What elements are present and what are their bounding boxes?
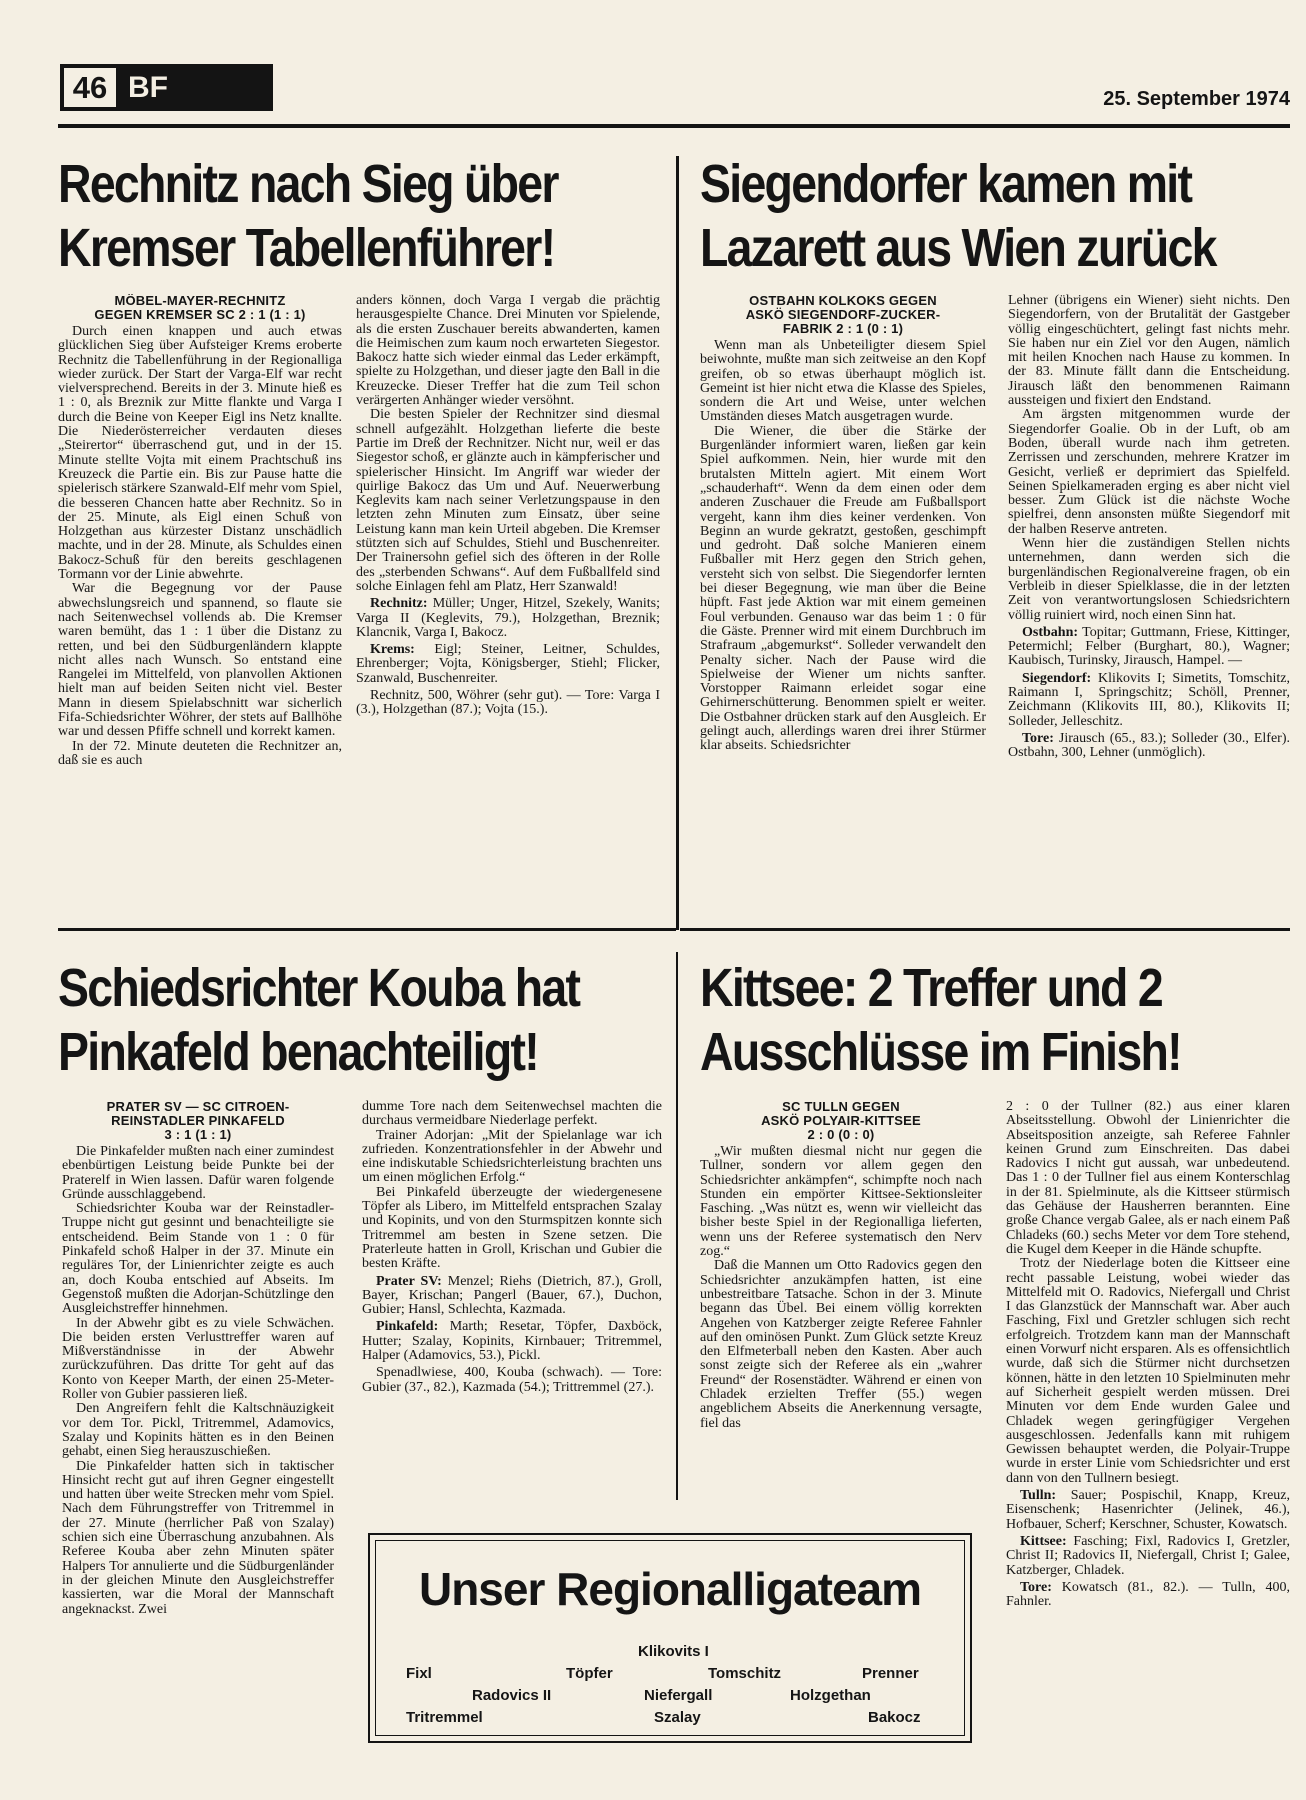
- paragraph: Daß die Mannen um Otto Radovics gegen den Schiedsrichter anzukämpfen hatten, ist eine unbestreitbare Tatsache. Schon in der 3. Minute begann das Übel. Bei einem völlig korrekten Angehen von Katzberger zeigte Referee Fahnler auf den ominösen Punkt. Zum Glück setzte Kreuz den Elfmeterball neben den Kasten. Aber auch sonst zeigte sich der Referee als ein „wahrer Freund“ der Rosenstädter. Während er einen von Chladek erzielten Treffer (55.) wegen angeblichem Abseits die Anerkennung versagte, fiel das: [700, 1258, 982, 1431]
- article-column-1: [700, 294, 986, 1060]
- match-line: SC TULLN GEGEN ASKÖ POLYAIR-KITTSEE 2 : 0 (0 : 0): [761, 1100, 921, 1142]
- headline-line-2: Kremser Tabellenführer!: [58, 218, 555, 278]
- team-box-title: Unser Regionalligateam: [418, 1563, 922, 1615]
- paragraph: In der 72. Minute deuteten die Rechnitzer an, daß sie es auch: [58, 738, 342, 768]
- player-name: Töpfer: [566, 1665, 613, 1682]
- player-name: Tomschitz: [708, 1665, 782, 1682]
- team-box-inner-frame: [375, 1540, 965, 1736]
- lineup: Ostbahn: Topitar; Guttmann, Friese, Kittinger, Petermichl; Felber (Burghart, 80.), Wagner; Kaubisch, Turinsky, Jirausch, Hampel. —: [1008, 624, 1290, 669]
- paragraph: Am ärgsten mitgenommen wurde der Siegendorfer Goalie. Ob in der Luft, ob am Boden, überall wurde nach ihm getreten. Zerrissen und zerschunden, mehrere Kratzer im Gesicht, verließ er deprimiert das Spielfeld. Seinen Spielkameraden erging es aber nicht viel besser. Zum Glück ist die nächste Woche spielfrei, denn ansonsten müßte Siegendorf mit der halben Reserve antreten.: [1008, 407, 1290, 537]
- match-facts: Tore: Kowatsch (81., 82.). — Tulln, 400, Fahnler.: [1006, 1579, 1290, 1610]
- article-column-2: [1006, 1100, 1290, 1766]
- player-name: Bakocz: [868, 1709, 921, 1726]
- column-divider-bottom: [676, 952, 678, 1500]
- paragraph: 2 : 0 der Tullner (82.) aus einer klaren Abseitsstellung. Obwohl der Linienrichter die Abseitsposition anzeigte, sah Referee Fahnler keinen Grund zum Einschreiten. Das dabei Radovics I nicht gut aussah, war unbedeutend. Das 1 : 0 der Tullner fiel aus einem Konterschlag in der 81. Spielminute, als die Kittseer stürmisch das Gehäuse der Hausherren berannten. Eine große Chance vergab Galee, als er nach einem Paß Chladeks (60.) sechs Meter vor dem Tore stehend, die Kugel dem Keeper in die Hände schupfte.: [1006, 1100, 1290, 1257]
- paragraph: Die Wiener, die über die Stärke der Burgenländer informiert waren, ließen gar kein Spiel aufkommen. Nein, hier wurde mit den brutalsten Mitteln agiert. Mit einem Wort „schauderhaft“. Wenn da dem einen oder dem anderen Zuschauer die Freude am Fußballsport vergeht, kann ihm dies keiner verdenken. Von Beginn an wurde gekratzt, gestoßen, geschimpft und gedroht. Daß solche Manieren einem Fußballer mit Herz gegen den Strich gehen, versteht sich von selbst. Die Siegendorfer lernten bei dieser Begegnung, wie man über die Beine hüpft. Fast jede Aktion war mit einem gemeinen Foul verbunden. Genauso war das beim 1 : 0 für die Gäste. Prenner wird mit einem Durchbruch im Strafraum „abgemurkst“. Solleder verwandelt den Penalty sicher. Nach der Pause wird die Spielweise der Wiener um nichts sanfter. Vorstopper Raimann erleidet sogar eine Gehirnerschütterung. Benommen spielt er weiter. Die Ostbahner drücken stark auf den Ausgleich. Er gelingt auch, allerdings waren drei ihrer Stürmer klar abseits. Schiedsrichter: [700, 423, 986, 754]
- paragraph: Bei Pinkafeld überzeugte der wiedergenesene Töpfer als Libero, im Mittelfeld entsprachen Szalay und Kopinits, und von den Sturmspitzen konnte sich Tritremmel am besten in Szene setzen. Die Praterleute hatten in Groll, Krischan und Gubier die besten Kräfte.: [362, 1184, 662, 1272]
- headline: [58, 956, 579, 1084]
- team-box: [368, 1533, 972, 1743]
- article-column-1: [62, 1100, 334, 1756]
- player-name: Radovics II: [472, 1687, 552, 1704]
- headline: [700, 956, 1181, 1084]
- headline-line-2: Lazarett aus Wien zurück: [700, 218, 1216, 278]
- match-line: OSTBAHN KOLKOKS GEGEN ASKÖ SIEGENDORF-ZUCKER- FABRIK 2 : 1 (0 : 1): [745, 294, 941, 336]
- article-rechnitz: [58, 152, 668, 922]
- headline-line-2: Pinkafeld benachteiligt!: [58, 1022, 538, 1082]
- paragraph: War die Begegnung vor der Pause abwechslungsreich und spannend, so flaute sie nach Seitenwechsel vollends ab. Die Kremser waren bemüht, das 1 : 1 über die Distanz zu retten, und bei den Südburgenländern klappte nicht alles nach Wunsch. So entstand eine Rangelei im Mittelfeld, von planvollen Aktionen hielt man auf beiden Seiten nicht viel. Bester Mann in diesem Spielabschnitt war sicherlich Fifa-Schiedsrichter Wöhrer, der stets auf Ballhöhe war und dessen Pfiffe schnell und korrekt kamen.: [58, 581, 342, 740]
- paragraph: Die Pinkafelder mußten nach einer zumindest ebenbürtigen Leistung beide Punkte bei der Praterelf in Wien lassen. Dafür waren folgende Gründe ausschlaggebend.: [62, 1144, 334, 1202]
- article-column-2: [356, 294, 660, 1060]
- lineup: Prater SV: Menzel; Riehs (Dietrich, 87.), Groll, Bayer, Krischan; Pangerl (Bauer, 67.), Duchon, Gubier; Hansl, Schlechta, Kazmada.: [362, 1273, 662, 1318]
- match-line: PRATER SV — SC CITROEN- REINSTADLER PINKAFELD 3 : 1 (1 : 1): [106, 1100, 290, 1142]
- paragraph: dumme Tore nach dem Seitenwechsel machten die durchaus vermeidbare Niederlage perfekt.: [362, 1100, 662, 1129]
- issue-date: 25. September 1974: [1103, 88, 1290, 110]
- section-label: BF: [128, 71, 168, 104]
- article-column-2: [1008, 294, 1290, 1060]
- article-column-1: [700, 1100, 982, 1460]
- article-column-2: [362, 1100, 662, 1470]
- match-facts: Rechnitz, 500, Wöhrer (sehr gut). — Tore: Varga I (3.), Holzgethan (87.); Vojta (15.).: [356, 688, 660, 718]
- lineup: Tulln: Sauer; Pospischil, Knapp, Kreuz, Eisenschenk; Hasenrichter (Jelinek, 46.), Hofbauer, Scherf; Kerschner, Schuster, Kowatsch.: [1006, 1488, 1290, 1532]
- paragraph: Den Angreifern fehlt die Kaltschnäuzigkeit vor dem Tor. Pickl, Tritremmel, Adamovics, Szalay und Kopinits hätten es in den Beinen gehabt, einen Sieg herauszuschießen.: [62, 1401, 334, 1460]
- paragraph: Lehner (übrigens ein Wiener) sieht nichts. Den Siegendorfern, von der Brutalität der Gastgeber völlig eingeschüchtert, gelingt fast nichts mehr. Sie haben nur ein Ziel vor den Augen, nämlich mit heilen Knochen nach Hause zu kommen. In der 83. Minute fällt dann die Entscheidung. Jirausch läßt den benommenen Raimann aussteigen und fixiert den Endstand.: [1008, 294, 1290, 409]
- headline-line-1: Schiedsrichter Kouba hat: [58, 958, 580, 1018]
- paragraph: Wenn man als Unbeteiligter diesem Spiel beiwohnte, mußte man sich zeitweise an den Kopf greifen, ob so etwas überhaupt möglich ist. Gemeint ist hier nicht etwa die Klasse des Spieles, sondern die Art und Weise, unter welchen Umständen dieses Match ausgetragen wurde.: [700, 338, 986, 425]
- headline-line-1: Siegendorfer kamen mit: [700, 154, 1192, 214]
- page-number: 46: [62, 66, 118, 109]
- match-line: MÖBEL-MAYER-RECHNITZ GEGEN KREMSER SC 2 : 1 (1 : 1): [94, 294, 306, 322]
- paragraph: Schiedsrichter Kouba war der Reinstadler-Truppe nicht gut gesinnt und benachteiligte sie entscheidend. Beim Stande von 1 : 0 für Pinkafeld schoß Halper in der 37. Minute ein reguläres Tor, der Linienrichter zeigte es auch an, doch Kouba entschied auf Abseits. Im Gegenstoß mußten die Adorjan-Schützlinge den Ausgleichstreffer hinnehmen.: [62, 1201, 334, 1317]
- paragraph: anders können, doch Varga I vergab die prächtig herausgespielte Chance. Drei Minuten vor Spielende, als die ersten Zuschauer bereits abwanderten, kamen die Heimischen zum kaum noch erwarteten Siegestor. Bakocz hatte sich wieder einmal das Leder erkämpft, spielte zu Holzgethan, und dieser jagte den Ball in die Kreuzecke. Dieser Treffer hat die zum Teil schon verärgerten Anhänger wieder versöhnt.: [356, 294, 660, 409]
- column-divider-top: [676, 156, 679, 930]
- lineup: Rechnitz: Müller; Unger, Hitzel, Szekely, Wanits; Varga II (Keglevits, 79.), Holzgethan, Breznik; Klancnik, Varga I, Bakocz.: [356, 596, 660, 640]
- headline-line-1: Kittsee: 2 Treffer und 2: [700, 958, 1162, 1018]
- article-siegendorf: [700, 152, 1290, 922]
- paragraph: „Wir mußten diesmal nicht nur gegen die Tullner, sondern vor allem gegen den Schiedsrichter ankämpfen“, schimpfte noch nach Stunden ein empörter Kittsee-Sektionsleiter Fasching. „Was nützt es, wenn wir vielleicht das bisher beste Spiel in der Regionalliga lieferten, wenn uns der Referee systematisch den Nerv zog.“: [700, 1144, 982, 1260]
- player-name: Szalay: [654, 1709, 701, 1726]
- player-name: Tritremmel: [406, 1709, 483, 1726]
- player-name: Prenner: [862, 1665, 919, 1682]
- headline: [700, 152, 1216, 280]
- paragraph: Die besten Spieler der Rechnitzer sind diesmal schnell aufgezählt. Holzgethan lieferte die beste Partie im Dreß der Rechnitzer. Nicht nur, weil er das Siegestor schoß, er glänzte auch in kämpferischer und spielerischer Hinsicht. Im Angriff war wieder der quirlige Bakocz das Um und Auf. Neuerwerbung Keglevits kam nach seiner Verletzungspause in den letzten zehn Minuten zum Einsatz, über seine Leistung kann man kein Urteil abgeben. Die Kremser stützten sich auf Schuldes, Stiehl und Buschenreiter. Der Trainersohn gefiel sich des öfteren in der Rolle des „sterbenden Schwans“. Auf dem Fußballfeld sind solche Einlagen fehl am Platz, Herr Szanwald!: [356, 407, 660, 594]
- player-name: Niefergall: [644, 1687, 713, 1704]
- player-name: Fixl: [406, 1665, 432, 1682]
- lineup: Pinkafeld: Marth; Resetar, Töpfer, Daxböck, Hutter; Szalay, Kopinits, Kirnbauer; Tritremmel, Halper (Adamovics, 53.), Pickl.: [362, 1319, 662, 1364]
- paragraph: Die Pinkafelder hatten sich in taktischer Hinsicht recht gut auf ihren Gegner eingestellt und hatten über weite Strecken mehr vom Spiel. Nach dem Führungstreffer von Tritremmel in der 27. Minute (herrlicher Paß von Szalay) schien sich eine Überraschung anzubahnen. Als Referee Kouba aber zehn Minuten später Halpers Tor annulierte und die Südburgenländer in der gleichen Minute den Ausgleichstreffer kassierten, war die Moral der Mannschaft angeknackst. Zwei: [62, 1458, 334, 1617]
- player-name: Klikovits I: [638, 1643, 709, 1660]
- headline-line-1: Rechnitz nach Sieg über: [58, 154, 558, 214]
- paragraph: Trainer Adorjan: „Mit der Spielanlage war ich zufrieden. Konzentrationsfehler in der Abwehr und eine indiskutable Schiedsrichterleistung brachten uns um einen möglichen Erfolg.“: [362, 1127, 662, 1186]
- match-facts: Spenadlwiese, 400, Kouba (schwach). — Tore: Gubier (37., 82.), Kazmada (54.); Trittremmel (27.).: [362, 1365, 662, 1395]
- paragraph: Wenn hier die zuständigen Stellen nichts unternehmen, dann werden sich die burgenländischen Regionalvereine fragen, ob ein Verbleib in dieser Spielklasse, die in der letzten Zeit von verantwortungslosen Schiedsrichtern völlig ruiniert wird, noch einen Sinn hat.: [1008, 536, 1290, 623]
- paragraph: Trotz der Niederlage boten die Kittseer eine recht passable Leistung, wobei wieder das Mittelfeld mit O. Radovics, Niefergall und Christ I das Glanzstück der Mannschaft war. Aber auch Fasching, Fixl und Gretzler schlugen sich recht erfolgreich. Trotzdem kann man der Mannschaft einen Vorwurf nicht ersparen. Als es offensichtlich wurde, daß sich die Stürmer nicht durchsetzen können, hätte in den letzten 10 Spielminuten mehr auf Sicherheit gespielt werden müssen. Drei Minuten vor dem Ende wurden Galee und Chladek wegen geringfügiger Vergehen ausgeschlossen. Jedenfalls kann mit ruhigem Gewissen behauptet werden, die Polyair-Truppe wurde in erster Linie vom Schiedsrichter und erst dann von den Tullnern besiegt.: [1006, 1256, 1290, 1486]
- top-rule: [58, 124, 1290, 128]
- lineup: Krems: Eigl; Steiner, Leitner, Schuldes, Ehrenberger; Vojta, Königsberger, Stiehl; Flicker, Szanwald, Buschenreiter.: [356, 642, 660, 686]
- article-column-1: [58, 294, 342, 1060]
- match-facts: Tore: Jirausch (65., 83.); Solleder (30., Elfer). Ostbahn, 300, Lehner (unmöglich).: [1008, 730, 1290, 761]
- paragraph: Durch einen knappen und auch etwas glücklichen Sieg über Aufsteiger Krems eroberte Rechnitz die Tabellenführung in der Regionalliga wieder zurück. Der Start der Varga-Elf war recht vielversprechend. Bereits in der 3. Minute hieß es 1 : 0, als Breznik zur Mitte flankte und Varga I durch die Beine von Keeper Eigl ins Netz knallte. Die Niederösterreicher verdauten dieses „Steirertor“ überraschend gut, und in der 15. Minute stellte Vojta mit einem Prachtschuß ins Kreuzeck die Partie ein. Bis zur Pause hatte die spielerisch stärkere Szanwald-Elf mehr vom Spiel, die besseren Chancen hatte aber Rechnitz. So in der 25. Minute, als Eigl einen Schuß von Holzgethan aus kürzester Distanz unschädlich machte, und in der 28. Minute, als Schuldes einen Bakocz-Schuß für den bereits geschlagenen Tormann vor der Linie abwehrte.: [58, 324, 342, 583]
- lineup: Siegendorf: Klikovits I; Simetits, Tomschitz, Raimann I, Springschitz; Schöll, Prenner, Zeichmann (Klikovits III, 80.), Klikovits II; Solleder, Jelleschitz.: [1008, 670, 1290, 729]
- paragraph: In der Abwehr gibt es zu viele Schwächen. Die beiden ersten Verlusttreffer waren auf Mißverständnisse in der Abwehr zurückzuführen. Das dritte Tor geht auf das Konto von Keeper Marth, der einen 25-Meter-Roller von Gubier passieren ließ.: [62, 1315, 334, 1403]
- headline-line-2: Ausschlüsse im Finish!: [700, 1022, 1181, 1082]
- player-name: Holzgethan: [790, 1687, 871, 1704]
- lineup: Kittsee: Fasching; Fixl, Radovics I, Gretzler, Christ II; Radovics II, Niefergall, Christ I; Galee, Katzberger, Chladek.: [1006, 1533, 1290, 1578]
- headline: [58, 152, 558, 280]
